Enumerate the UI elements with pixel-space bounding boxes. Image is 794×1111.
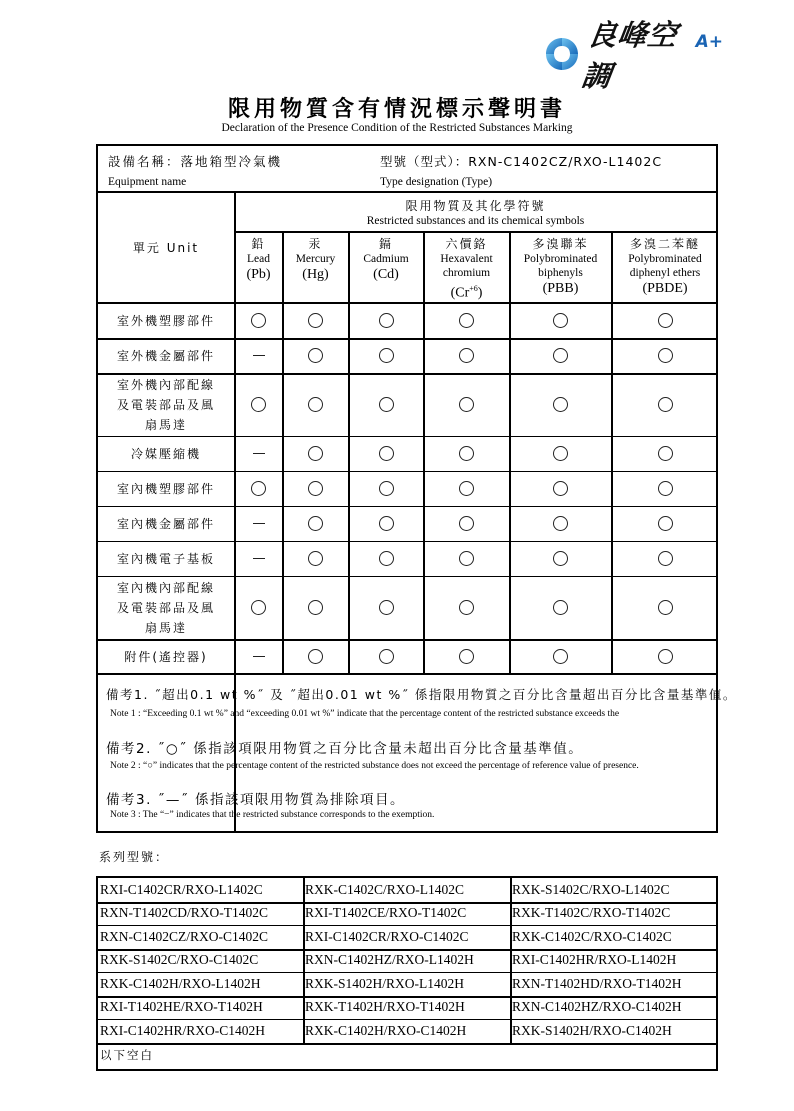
unit-text-line: 冷媒壓縮機 xyxy=(130,446,201,461)
presence-mark-cell xyxy=(612,303,718,338)
series-model-cell: RXI-C1402CR/RXO-C1402C xyxy=(305,928,469,944)
substance-name-en: chromium xyxy=(442,267,491,279)
row-unit-label xyxy=(98,639,234,674)
presence-mark-cell xyxy=(283,373,348,436)
divider xyxy=(611,303,613,674)
unit-text-line: 附件(遙控器) xyxy=(124,649,208,664)
presence-mark-cell xyxy=(235,373,282,436)
circle-mark-icon xyxy=(658,551,673,566)
circle-mark-icon xyxy=(379,481,394,496)
presence-mark-cell xyxy=(235,436,282,471)
circle-mark-icon xyxy=(308,481,323,496)
presence-mark-cell xyxy=(349,541,423,576)
series-model-cell: RXK-C1402H/RXO-L1402H xyxy=(100,975,261,991)
circle-mark-icon xyxy=(459,481,474,496)
circle-mark-icon xyxy=(553,600,568,615)
series-model-cell: RXN-C1402HZ/RXO-C1402H xyxy=(512,999,682,1015)
circle-mark-icon xyxy=(379,348,394,363)
brand-badge: A+ xyxy=(695,32,723,52)
divider xyxy=(303,878,305,1043)
circle-mark-icon xyxy=(308,348,323,363)
presence-mark-cell xyxy=(424,576,509,639)
unit-text-line: 及電裝部品及風 xyxy=(116,397,215,412)
unit-text-line: 扇馬達 xyxy=(144,417,187,432)
substance-name-zh: 多溴聯苯 xyxy=(532,237,589,251)
presence-mark-cell xyxy=(612,639,718,674)
substance-symbol: (Pb) xyxy=(246,267,271,282)
circle-mark-icon xyxy=(459,600,474,615)
divider xyxy=(510,878,512,1043)
substance-symbol: (PBB) xyxy=(542,281,579,296)
substance-header xyxy=(235,233,282,303)
presence-mark-cell xyxy=(424,506,509,541)
substance-symbol: (PBDE) xyxy=(642,281,688,296)
presence-mark-cell xyxy=(612,373,718,436)
note-1-zh: 備考1. ˝超出0.1 wt %˝ 及 ˝超出0.01 wt %˝ 係指限用物質之百分比含量超出百分比含量基準值。 xyxy=(106,687,737,702)
circle-mark-icon xyxy=(379,313,394,328)
presence-mark-cell xyxy=(424,436,509,471)
restricted-substances-table xyxy=(96,144,737,833)
series-models-label: 系列型號： xyxy=(99,850,170,864)
document-title: 限用物質含有情況標示聲明書 xyxy=(227,97,566,122)
circle-mark-icon xyxy=(251,481,266,496)
circle-mark-icon xyxy=(658,313,673,328)
substance-name-zh: 汞 xyxy=(308,237,323,251)
note-3-en: Note 3 : The “−” indicates that the restricted substance corresponds to the exemption. xyxy=(110,810,435,820)
series-model-cell: RXI-C1402CR/RXO-L1402C xyxy=(100,881,263,897)
series-footer-note: 以下空白 xyxy=(100,1047,154,1062)
swirl-logo-icon xyxy=(543,35,581,73)
presence-mark-cell xyxy=(349,471,423,506)
document-subtitle: Declaration of the Presence Condition of the Restricted Substances Marking xyxy=(221,122,573,134)
series-model-cell: RXK-S1402H/RXO-L1402H xyxy=(305,975,465,991)
presence-mark-cell xyxy=(283,506,348,541)
circle-mark-icon xyxy=(308,649,323,664)
divider xyxy=(423,303,425,674)
circle-mark-icon xyxy=(459,516,474,531)
circle-mark-icon xyxy=(658,600,673,615)
presence-mark-cell xyxy=(235,541,282,576)
substance-name-en: Mercury xyxy=(295,253,336,265)
series-model-cell: RXK-S1402C/RXO-L1402C xyxy=(512,881,670,897)
substance-name-en: Polybrominated xyxy=(628,253,702,265)
presence-mark-cell xyxy=(510,436,611,471)
substances-group-en: Restricted substances and its chemical symbols xyxy=(366,214,585,227)
divider xyxy=(98,1043,716,1045)
circle-mark-icon xyxy=(379,397,394,412)
presence-mark-cell xyxy=(424,471,509,506)
presence-mark-cell xyxy=(235,576,282,639)
substance-name-en: diphenyl ethers xyxy=(629,267,701,279)
presence-mark-cell xyxy=(612,576,718,639)
substance-header xyxy=(612,233,718,303)
divider xyxy=(282,232,284,302)
circle-mark-icon xyxy=(553,649,568,664)
circle-mark-icon xyxy=(658,649,673,664)
substance-symbol: $(Cr^{+6})$ xyxy=(450,284,483,301)
presence-mark-cell xyxy=(424,639,509,674)
circle-mark-icon xyxy=(658,397,673,412)
presence-mark-cell xyxy=(283,436,348,471)
presence-mark-cell xyxy=(510,506,611,541)
unit-text-line: 室外機塑膠部件 xyxy=(116,313,215,328)
dash-mark-icon xyxy=(253,656,265,657)
note-1-en: Note 1 : “Exceeding 0.1 wt %” and “exceeding 0.01 wt %” indicate that the percentage content of the restricted substance exceeds the xyxy=(110,709,620,719)
circle-mark-icon xyxy=(459,446,474,461)
divider xyxy=(509,303,511,674)
substance-name-zh: 六價鉻 xyxy=(445,237,488,251)
series-model-cell: RXN-T1402HD/RXO-T1402H xyxy=(512,975,682,991)
substance-header xyxy=(510,233,611,303)
circle-mark-icon xyxy=(459,313,474,328)
circle-mark-icon xyxy=(379,446,394,461)
circle-mark-icon xyxy=(308,551,323,566)
row-unit-label xyxy=(98,576,234,639)
note-2-zh: 備考2. ˝○˝ 係指該項限用物質之百分比含量未超出百分比含量基準值。 xyxy=(106,741,584,757)
unit-text-line: 室外機金屬部件 xyxy=(116,348,215,363)
unit-text-line: 室內機電子基板 xyxy=(116,551,215,566)
substance-header xyxy=(424,233,509,303)
circle-mark-icon xyxy=(379,551,394,566)
presence-mark-cell xyxy=(510,373,611,436)
circle-mark-icon xyxy=(251,397,266,412)
substances-group-zh: 限用物質及其化學符號 xyxy=(405,198,546,213)
dash-mark-icon xyxy=(253,453,265,454)
presence-mark-cell xyxy=(510,576,611,639)
row-unit-label xyxy=(98,338,234,373)
substance-name-zh: 鎘 xyxy=(378,237,393,251)
presence-mark-cell xyxy=(235,639,282,674)
circle-mark-icon xyxy=(459,397,474,412)
row-unit-label xyxy=(98,506,234,541)
circle-mark-icon xyxy=(658,516,673,531)
unit-text-line: 扇馬達 xyxy=(144,620,187,635)
divider xyxy=(282,303,284,674)
row-unit-label xyxy=(98,373,234,436)
series-model-cell: RXI-T1402CE/RXO-T1402C xyxy=(305,905,467,921)
company-logo xyxy=(543,18,723,93)
substance-header xyxy=(349,233,423,303)
circle-mark-icon xyxy=(459,551,474,566)
circle-mark-icon xyxy=(308,600,323,615)
substance-name-en: Hexavalent xyxy=(440,253,493,265)
row-unit-label xyxy=(98,541,234,576)
presence-mark-cell xyxy=(424,303,509,338)
presence-mark-cell xyxy=(510,338,611,373)
substance-name-zh: 鉛 xyxy=(251,237,266,251)
series-model-cell: RXK-T1402H/RXO-T1402H xyxy=(305,999,465,1015)
presence-mark-cell xyxy=(283,338,348,373)
series-model-cell: RXI-T1402HE/RXO-T1402H xyxy=(100,999,263,1015)
circle-mark-icon xyxy=(553,516,568,531)
divider xyxy=(348,303,350,674)
presence-mark-cell xyxy=(510,471,611,506)
series-model-cell: RXK-S1402H/RXO-C1402H xyxy=(512,1022,672,1038)
substance-name-en: Polybrominated xyxy=(523,253,598,265)
type-designation-zh: 型號（型式）：RXN-C1402CZ/RXO-L1402C xyxy=(380,154,663,169)
series-model-cell: RXK-T1402C/RXO-T1402C xyxy=(512,905,671,921)
substance-symbol: (Cd) xyxy=(373,267,399,282)
presence-mark-cell xyxy=(510,303,611,338)
row-unit-label xyxy=(98,436,234,471)
presence-mark-cell xyxy=(612,541,718,576)
equipment-name-en: Equipment name xyxy=(108,176,187,188)
divider xyxy=(98,673,716,675)
presence-mark-cell xyxy=(510,541,611,576)
presence-mark-cell xyxy=(235,303,282,338)
presence-mark-cell xyxy=(283,471,348,506)
presence-mark-cell xyxy=(235,506,282,541)
unit-text-line: 室外機內部配線 xyxy=(116,377,215,392)
substance-name-en: Cadmium xyxy=(363,253,409,265)
series-model-cell: RXK-C1402C/RXO-L1402C xyxy=(305,881,465,897)
note-2-en: Note 2 : “○” indicates that the percentage content of the restricted substance does not exceed the percentage of reference value of presence. xyxy=(110,761,639,771)
divider xyxy=(423,232,425,302)
presence-mark-cell xyxy=(612,471,718,506)
unit-text-line: 及電裝部品及風 xyxy=(116,600,215,615)
presence-mark-cell xyxy=(424,541,509,576)
presence-mark-cell xyxy=(349,303,423,338)
divider xyxy=(611,232,613,302)
presence-mark-cell xyxy=(283,303,348,338)
brand-name: 良峰空調 xyxy=(579,18,681,93)
series-model-cell: RXI-C1402HR/RXO-L1402H xyxy=(512,952,677,968)
row-unit-label xyxy=(98,303,234,338)
circle-mark-icon xyxy=(379,516,394,531)
substance-name-zh: 多溴二苯醚 xyxy=(629,237,700,251)
circle-mark-icon xyxy=(308,516,323,531)
circle-mark-icon xyxy=(379,649,394,664)
circle-mark-icon xyxy=(251,600,266,615)
presence-mark-cell xyxy=(510,639,611,674)
series-model-cell: RXK-S1402C/RXO-C1402C xyxy=(100,952,259,968)
series-model-cell: RXN-C1402CZ/RXO-C1402C xyxy=(100,928,269,944)
circle-mark-icon xyxy=(553,313,568,328)
presence-mark-cell xyxy=(349,436,423,471)
presence-mark-cell xyxy=(424,373,509,436)
row-unit-label xyxy=(98,471,234,506)
presence-mark-cell xyxy=(612,338,718,373)
series-model-cell: RXN-C1402HZ/RXO-L1402H xyxy=(305,952,474,968)
circle-mark-icon xyxy=(251,313,266,328)
divider xyxy=(509,232,511,302)
presence-mark-cell xyxy=(235,471,282,506)
circle-mark-icon xyxy=(658,446,673,461)
series-model-cell: RXI-C1402HR/RXO-C1402H xyxy=(100,1022,266,1038)
presence-mark-cell xyxy=(349,639,423,674)
dash-mark-icon xyxy=(253,355,265,356)
presence-mark-cell xyxy=(349,506,423,541)
substance-name-en: Lead xyxy=(247,253,270,265)
substances-group-header xyxy=(235,193,716,231)
series-model-cell: RXK-C1402C/RXO-C1402C xyxy=(512,928,672,944)
divider xyxy=(348,232,350,302)
unit-header xyxy=(98,192,234,302)
dash-mark-icon xyxy=(253,523,265,524)
presence-mark-cell xyxy=(235,338,282,373)
unit-header-label: 單元 Unit xyxy=(132,240,200,255)
series-model-cell: RXK-C1402H/RXO-C1402H xyxy=(305,1022,467,1038)
presence-mark-cell xyxy=(349,338,423,373)
presence-mark-cell xyxy=(349,373,423,436)
circle-mark-icon xyxy=(553,481,568,496)
unit-text-line: 室內機金屬部件 xyxy=(116,516,215,531)
circle-mark-icon xyxy=(379,600,394,615)
presence-mark-cell xyxy=(349,576,423,639)
dash-mark-icon xyxy=(253,558,265,559)
circle-mark-icon xyxy=(658,348,673,363)
presence-mark-cell xyxy=(612,506,718,541)
presence-mark-cell xyxy=(283,541,348,576)
circle-mark-icon xyxy=(553,348,568,363)
substance-name-en: biphenyls xyxy=(538,267,583,279)
presence-mark-cell xyxy=(283,639,348,674)
circle-mark-icon xyxy=(308,313,323,328)
series-model-cell: RXN-T1402CD/RXO-T1402C xyxy=(100,905,268,921)
series-models-table xyxy=(96,876,718,1071)
circle-mark-icon xyxy=(459,348,474,363)
circle-mark-icon xyxy=(658,481,673,496)
equipment-name-zh: 設備名稱：落地箱型冷氣機 xyxy=(108,154,283,169)
presence-mark-cell xyxy=(424,338,509,373)
substance-header xyxy=(283,233,348,303)
unit-text-line: 室內機塑膠部件 xyxy=(116,481,215,496)
unit-text-line: 室內機內部配線 xyxy=(116,580,215,595)
presence-mark-cell xyxy=(612,436,718,471)
note-3-zh: 備考3. ˝—˝ 係指該項限用物質為排除項目。 xyxy=(106,792,405,808)
circle-mark-icon xyxy=(308,397,323,412)
substance-symbol: (Hg) xyxy=(302,267,329,282)
presence-mark-cell xyxy=(283,576,348,639)
circle-mark-icon xyxy=(553,446,568,461)
circle-mark-icon xyxy=(459,649,474,664)
circle-mark-icon xyxy=(553,397,568,412)
type-designation-en: Type designation (Type) xyxy=(380,176,493,188)
circle-mark-icon xyxy=(308,446,323,461)
circle-mark-icon xyxy=(553,551,568,566)
